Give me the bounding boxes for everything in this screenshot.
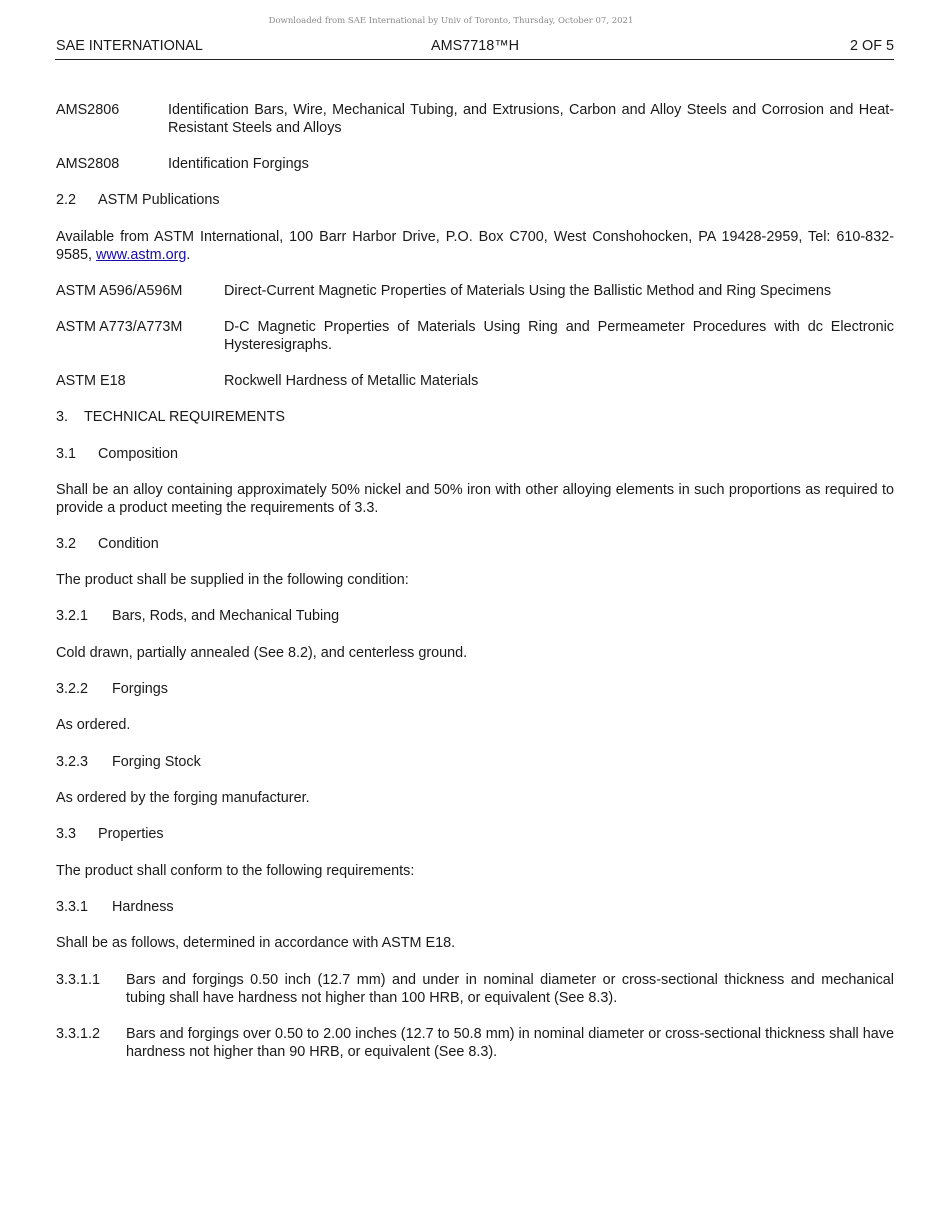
page-header (56, 38, 894, 58)
section-3-2-3-heading (56, 754, 894, 772)
section-number: 3.2.1 (56, 608, 89, 624)
section-title: TECHNICAL REQUIREMENTS (84, 409, 285, 425)
section-3-3-heading (56, 826, 894, 844)
section-number: 3. (56, 409, 69, 425)
section-title: Condition (98, 536, 159, 552)
reference-title: Identification Bars, Wire, Mechanical Tubing, and Extrusions, Carbon and Alloy Steels and Corrosion and Heat-Resistant Steels and Alloys (168, 102, 894, 136)
section-title: Properties (98, 826, 164, 842)
section-3-2-2-heading (56, 681, 894, 699)
section-number: 3.2.3 (56, 754, 89, 770)
section-title: ASTM Publications (98, 192, 220, 208)
section-body: Bars and forgings 0.50 inch (12.7 mm) and under in nominal diameter or cross-sectional thickness and mechanical tubing shall have hardness not higher than 100 HRB, or equivalent (See 8.3). (126, 972, 894, 1006)
section-3-3-1-body: Shall be as follows, determined in accordance with ASTM E18. (56, 935, 456, 951)
period: . (186, 246, 191, 263)
reference-astm-e18 (56, 373, 894, 391)
section-title: Hardness (112, 899, 174, 915)
reference-ams2806 (56, 102, 894, 138)
section-title: Bars, Rods, and Mechanical Tubing (112, 608, 340, 624)
section-3-heading (56, 409, 894, 427)
download-watermark: Downloaded from SAE International by Univ of Toronto, Thursday, October 07, 2021 (268, 16, 634, 26)
section-title: Forging Stock (112, 754, 201, 770)
publisher-name: SAE INTERNATIONAL (56, 38, 203, 54)
section-number: 3.3.1.1 (56, 972, 101, 988)
section-title: Forgings (112, 681, 168, 697)
section-title: Composition (98, 446, 178, 462)
header-rule (55, 59, 894, 60)
section-3-1-body: Shall be an alloy containing approximately 50% nickel and 50% iron with other alloying elements in such proportions as required to provide a product meeting the requirements of 3.3. (56, 482, 894, 516)
reference-code: ASTM A596/A596M (56, 283, 183, 299)
section-number: 3.1 (56, 446, 77, 462)
section-number: 3.2.2 (56, 681, 89, 697)
section-3-3-1-heading (56, 899, 894, 917)
section-number: 2.2 (56, 192, 77, 208)
reference-code: ASTM E18 (56, 373, 126, 389)
section-body: Bars and forgings over 0.50 to 2.00 inches (12.7 to 50.8 mm) in nominal diameter or cross-sectional thickness shall have hardness not higher than 90 HRB, or equivalent (See 8.3). (126, 1026, 894, 1060)
reference-title: Identification Forgings (168, 156, 309, 172)
section-2-2-heading (56, 192, 894, 210)
astm-address-text: Available from ASTM International, 100 Barr Harbor Drive, P.O. Box C700, West Conshohocken, PA 19428-2959, Tel: 610-832-9585, (56, 229, 894, 263)
reference-code: AMS2808 (56, 156, 120, 172)
section-3-3-body: The product shall conform to the following requirements: (56, 863, 415, 879)
section-3-2-3-body: As ordered by the forging manufacturer. (56, 790, 310, 806)
section-3-1-heading (56, 446, 894, 464)
reference-code: AMS2806 (56, 102, 120, 118)
reference-astm-a773 (56, 319, 894, 355)
section-number: 3.3.1.2 (56, 1026, 101, 1042)
section-number: 3.3 (56, 826, 77, 842)
reference-code: ASTM A773/A773M (56, 319, 183, 335)
section-3-2-2-body: As ordered. (56, 717, 131, 733)
page-number: 2 OF 5 (850, 38, 894, 54)
document-number: AMS7718™H (431, 38, 519, 54)
section-3-2-1-body: Cold drawn, partially annealed (See 8.2), and centerless ground. (56, 645, 468, 661)
astm-website-link[interactable]: www.astm.org (96, 246, 187, 263)
reference-title: Rockwell Hardness of Metallic Materials (224, 373, 479, 389)
reference-astm-a596 (56, 283, 894, 301)
section-3-2-body: The product shall be supplied in the following condition: (56, 572, 409, 588)
section-3-3-1-2 (56, 1026, 894, 1062)
reference-title: D-C Magnetic Properties of Materials Using Ring and Permeameter Procedures with dc Electronic Hysteresigraphs. (224, 319, 894, 353)
section-3-2-heading (56, 536, 894, 554)
section-3-3-1-1 (56, 972, 894, 1008)
reference-ams2808 (56, 156, 894, 174)
section-number: 3.3.1 (56, 899, 89, 915)
section-number: 3.2 (56, 536, 77, 552)
reference-title: Direct-Current Magnetic Properties of Materials Using the Ballistic Method and Ring Specimens (224, 283, 832, 299)
astm-availability-paragraph (56, 229, 894, 264)
section-3-2-1-heading (56, 608, 894, 626)
